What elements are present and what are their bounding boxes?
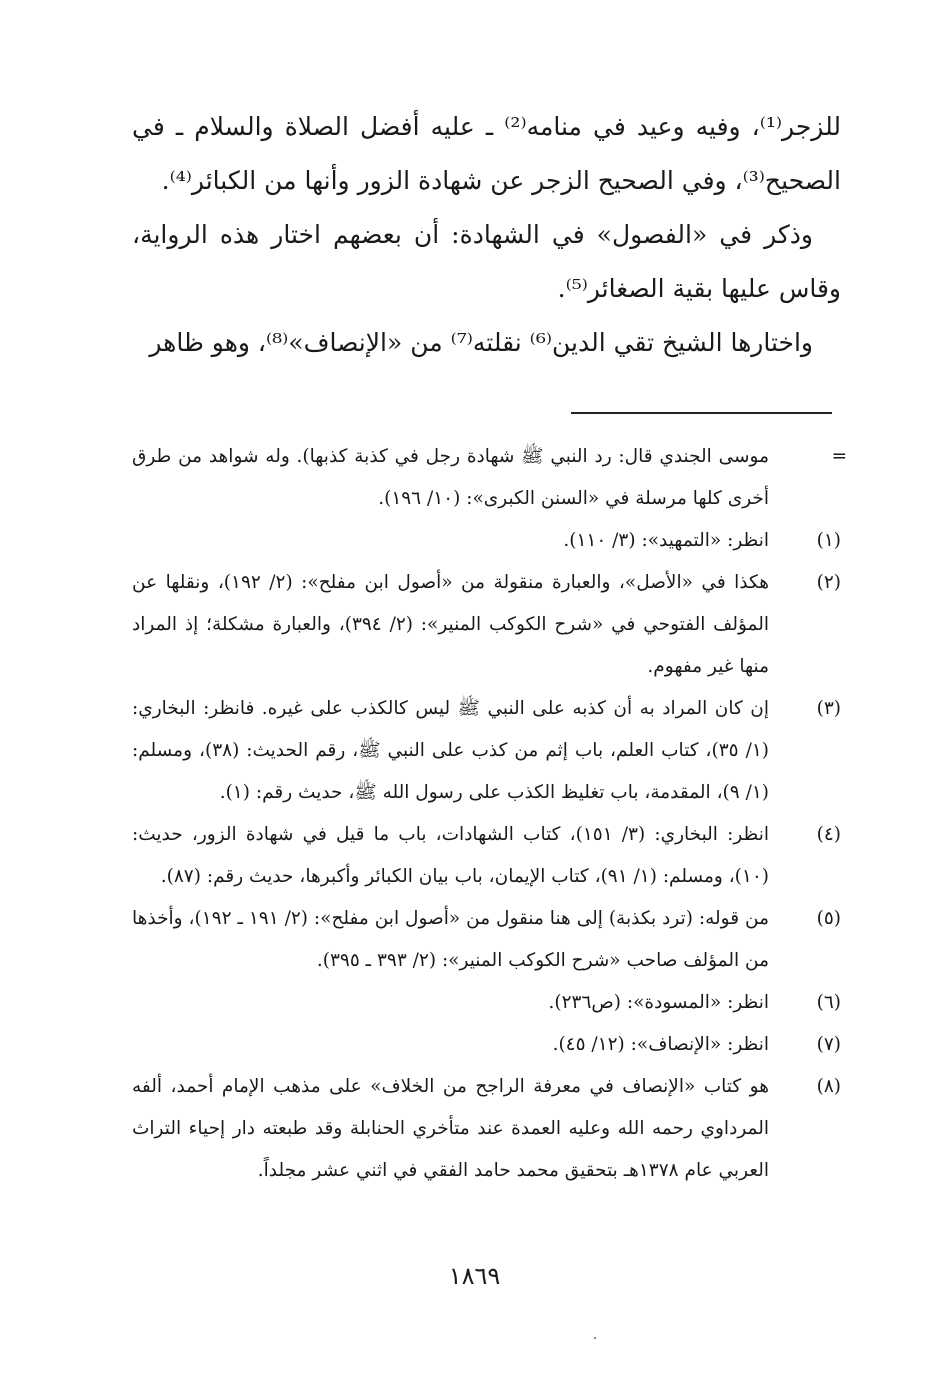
- footnote-text: انظر: البخاري: (٣/ ١٥١)، كتاب الشهادات، باب ما قيل في شهادة الزور، حديث: (١٠)، ومسلم: (١/ ٩١)، كتاب الإيمان، باب بيان الكبائر وأكبرها، حديث رقم: (٨٧).: [132, 824, 770, 887]
- footnote-text: هو كتاب «الإنصاف في معرفة الراجح من الخلاف» على مذهب الإمام أحمد، ألفه المرداوي رحمه الله وعليه العمدة عند متأخري الحنابلة وقد طبعته دار إحياء التراث العربي عام ١٣٧٨هـ بتحقيق محمد حامد الفقي في اثني عشر مجلداً.: [132, 1076, 769, 1181]
- footnote-text: انظر: «الإنصاف»: (١٢/ ٤٥).: [552, 1034, 769, 1055]
- footnote-text: إن كان المراد به أن كذبه على النبي ﷺ ليس كالكذب على غيره. فانظر: البخاري: (١/ ٣٥)، كتاب العلم، باب إثم من كذب على النبي ﷺ، رقم الحديث: (٣٨)، ومسلم: (١/ ٩)، المقدمة، باب تغليظ الكذب على رسول الله ﷺ، حديث رقم: (١).: [132, 698, 769, 803]
- footnote-5: [132, 898, 841, 982]
- footnote-7: [132, 1024, 841, 1066]
- footnote-text: انظر: «التمهيد»: (٣/ ١١٠).: [563, 530, 769, 551]
- main-paragraph-1: للزجر⁽¹⁾، وفيه وعيد في منامه⁽²⁾ ـ عليه أفضل الصلاة والسلام ـ في الصحيح⁽³⁾، وفي الصحيح الزجر عن شهادة الزور وأنها من الكبائر⁽⁴⁾.: [132, 112, 841, 195]
- footnote-number: (٥): [816, 908, 841, 929]
- footnotes: [132, 436, 847, 1192]
- page-number: ١٨٦٩: [448, 1262, 501, 1290]
- footnote-2: [132, 562, 841, 688]
- footnote-number: (٣): [816, 698, 841, 719]
- footnote-number: =: [831, 446, 847, 467]
- footnote-text: موسى الجندي قال: رد النبي ﷺ شهادة رجل في كذبة كذبها). وله شواهد من طرق أخرى كلها مرسلة في «السنن الكبرى»: (١٠/ ١٩٦).: [132, 446, 769, 509]
- main-text: [132, 100, 841, 370]
- footnote-text: هكذا في «الأصل»، والعبارة منقولة من «أصول ابن مفلح»: (٢/ ١٩٢)، ونقلها عن المؤلف الفتوحي في «شرح الكوكب المنير»: (٢/ ٣٩٤)، والعبارة مشكلة؛ إذ المراد منها غير مفهوم.: [132, 572, 769, 677]
- scan-speck: [594, 1337, 596, 1339]
- footnote-number: (٨): [816, 1076, 841, 1097]
- main-paragraph-3: واختارها الشيخ تقي الدين⁽⁶⁾ نقلته⁽⁷⁾ من «الإنصاف»⁽⁸⁾، وهو ظاهر: [149, 328, 813, 357]
- footnote-number: (٤): [816, 824, 841, 845]
- footnote-3: [132, 688, 841, 814]
- footnote-text: انظر: «المسودة»: (ص٢٣٦).: [548, 992, 769, 1013]
- footnote-number: (١): [816, 530, 841, 551]
- footnote-separator: [571, 412, 832, 414]
- footnote-number: (٦): [816, 992, 841, 1013]
- main-paragraph-2: وذكر في «الفصول» في الشهادة: أن بعضهم اختار هذه الرواية، وقاس عليها بقية الصغائر⁽⁵⁾.: [132, 220, 841, 303]
- footnote-4: [132, 814, 841, 898]
- footnote-number: (٧): [816, 1034, 841, 1055]
- footnote-text: من قوله: (ترد بكذبة) إلى هنا منقول من «أصول ابن مفلح»: (٢/ ١٩١ ـ ١٩٢)، وأخذها من المؤلف صاحب «شرح الكوكب المنير»: (٢/ ٣٩٣ ـ ٣٩٥).: [132, 908, 769, 971]
- footnote-continuation: [132, 436, 847, 520]
- footnote-6: [132, 982, 841, 1024]
- footnote-8: [132, 1066, 841, 1192]
- footnote-1: [132, 520, 841, 562]
- footnote-number: (٢): [816, 572, 841, 593]
